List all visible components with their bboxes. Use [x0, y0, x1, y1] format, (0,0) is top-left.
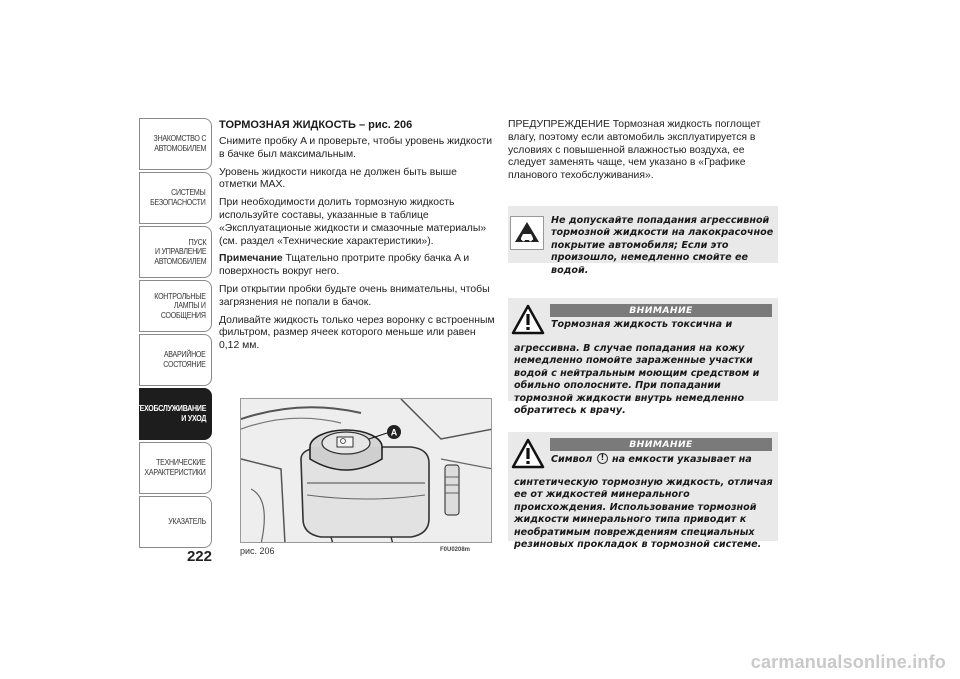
section-heading: ТОРМОЗНАЯ ЖИДКОСТЬ – рис. 206 [219, 119, 413, 131]
paragraph-4: Примечание Тщательно протрите пробку бачка A и поверхность вокруг него. [219, 253, 470, 278]
tab-start-driving[interactable]: ПУСК И УПРАВЛЕНИЕ АВТОМОБИЛЕМ [139, 226, 212, 278]
paragraph-6: Доливайте жидкость только через воронку с встроенным фильтром, размер ячеек которого меньше или равен 0,12 мм. [219, 314, 495, 352]
callout-a-label: A [390, 427, 398, 438]
caution-text-paint: Не допускайте попадания агрессивной тормозной жидкости на лакокрасочное покрытие автомобиля; Если это произошло, немедленно смойте ее водой. [551, 215, 774, 276]
warning-text-body: синтетическую тормозную жидкость, отличая ее от жидкостей минерального происхождения. Использование тормозной жидкости минерального типа приводит к необратимым повреждениям специальных резиновых прокладок в тормозной системе. [514, 477, 773, 551]
warning-box-toxic [508, 298, 778, 417]
warning-text-body: агрессивна. В случае попадания на кожу немедленно помойте зараженные участки водой с нейтральным моющим средством и обильно ополосните. При попадании тормозной жидкости внутрь немедленно обратитесь к врачу. [514, 343, 760, 417]
warning-paragraph: ПРЕДУПРЕЖДЕНИЕ Тормозная жидкость поглощет влагу, поэтому если автомобиль эксплуатируется в условиях с повышенной влажностью воздуха, ее следует заменять чаще, чем указано в «Графике планового техобслуживания». [508, 119, 761, 182]
note-label: Примечание [219, 253, 283, 265]
page-number: 222 [186, 548, 212, 565]
warning-text-line1: Тормозная жидкость токсична и [551, 319, 733, 330]
warning-title: ВНИМАНИЕ [550, 438, 772, 451]
watermark: carmanualsonline.info [750, 652, 946, 672]
paragraph-3: При необходимости долить тормозную жидкость используйте составы, указанные в таблице «Эксплуатационые жидкости и смазочные материалы» (см. раздел «Технические характеристики»). [219, 197, 487, 247]
car-caution-icon [510, 216, 544, 250]
tab-warning-lights[interactable]: КОНТРОЛЬНЫЕ ЛАМПЫ И СООБЩЕНИЯ [139, 280, 212, 332]
figure-caption: рис. 206 [240, 546, 275, 556]
left-column [219, 119, 497, 358]
tab-safety-systems[interactable]: СИСТЕМЫ БЕЗОПАСНОСТИ [139, 172, 212, 224]
warning-title: ВНИМАНИЕ [550, 304, 772, 317]
warning-triangle-icon [510, 436, 546, 472]
figure-brake-reservoir [240, 398, 492, 543]
tab-specifications[interactable]: ТЕХНИЧЕСКИЕ ХАРАКТЕРИСТИКИ [139, 442, 212, 494]
brake-reservoir-illustration [241, 399, 492, 543]
warning-box-synthetic [508, 432, 778, 551]
tab-index[interactable]: УКАЗАТЕЛЬ [139, 496, 212, 548]
tab-vehicle-intro[interactable]: ЗНАКОМСТВО С АВТОМОБИЛЕМ [139, 118, 212, 170]
paragraph-5: При открытии пробки будьте очень внимательны, чтобы загрязнения не попали в бачок. [219, 283, 490, 308]
tab-maintenance[interactable]: ТЕХОБСЛУЖИВАНИЕ И УХОД [139, 388, 212, 440]
paragraph-2: Уровень жидкости никогда не должен быть выше отметки MAX. [219, 166, 457, 191]
figure-code: F0U0208m [440, 547, 471, 553]
paragraph-1: Снимите пробку A и проверьте, чтобы уровень жидкости в бачке был максимальным. [219, 136, 493, 160]
warning-text-line1: Символ ! на емкости указывает на [551, 453, 774, 466]
caution-box-paint [508, 206, 778, 276]
warning-triangle-icon [510, 302, 546, 338]
tab-emergency[interactable]: АВАРИЙНОЕ СОСТОЯНИЕ [139, 334, 212, 386]
right-column [508, 119, 780, 183]
brake-fluid-symbol-icon [597, 453, 608, 464]
